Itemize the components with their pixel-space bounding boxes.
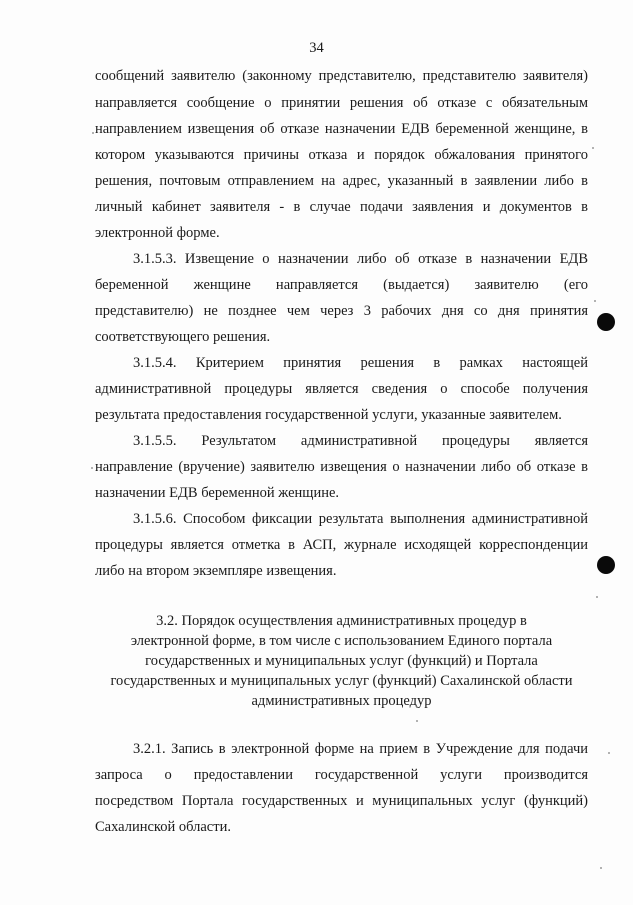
paragraph-line: личный кабинет заявителя - в случае подачи заявления и документов в bbox=[95, 199, 588, 215]
paragraph-line: 3.1.5.4. Критерием принятия решения в рамках настоящей bbox=[133, 355, 588, 371]
paragraph-line: беременной женщине направляется (выдается) заявителю (его bbox=[95, 277, 588, 293]
paragraph-line: направляется сообщение о принятии решения об отказе с обязательным bbox=[95, 95, 588, 111]
paragraph-line: назначении ЕДВ беременной женщине. bbox=[95, 485, 340, 501]
punch-hole bbox=[597, 313, 615, 331]
paragraph-line: 3.1.5.6. Способом фиксации результата выполнения административной bbox=[133, 511, 588, 527]
page-number: 34 bbox=[309, 40, 324, 56]
section-heading-line: электронной форме, в том числе с использованием Единого портала bbox=[130, 633, 553, 649]
paragraph-line: решения, почтовым отправлением на адрес, указанный в заявлении либо в bbox=[95, 173, 588, 189]
paragraph-line: Сахалинской области. bbox=[95, 819, 231, 835]
scan-speck bbox=[592, 147, 594, 149]
paragraph-line: электронной форме. bbox=[95, 225, 220, 241]
scan-speck bbox=[92, 132, 94, 134]
section-heading-line: административных процедур bbox=[251, 693, 432, 709]
section-heading-line: 3.2. Порядок осуществления административных процедур в bbox=[156, 613, 527, 629]
paragraph-line: сообщений заявителю (законному представителю, представителю заявителя) bbox=[95, 68, 588, 84]
paragraph-line: результата предоставления государственной услуги, указанные заявителем. bbox=[95, 407, 562, 423]
scan-speck bbox=[594, 300, 596, 302]
section-heading-line: государственных и муниципальных услуг (функций) Сахалинской области bbox=[110, 673, 573, 689]
paragraph-line: представителю) не позднее чем через 3 рабочих дня со дня принятия bbox=[95, 303, 588, 319]
paragraph-line: соответствующего решения. bbox=[95, 329, 271, 345]
punch-hole bbox=[597, 556, 615, 574]
paragraph-line: 3.1.5.5. Результатом административной процедуры является bbox=[133, 433, 588, 449]
section-heading-line: государственных и муниципальных услуг (функций) и Портала bbox=[145, 653, 538, 669]
scan-speck bbox=[596, 596, 598, 598]
paragraph-line: посредством Портала государственных и муниципальных услуг (функций) bbox=[95, 793, 588, 809]
paragraph-line: 3.1.5.3. Извещение о назначении либо об отказе в назначении ЕДВ bbox=[133, 251, 588, 267]
scan-speck bbox=[91, 467, 93, 469]
paragraph-line: направлением извещения об отказе назначении ЕДВ беременной женщине, в bbox=[95, 121, 588, 137]
paragraph-line: котором указываются причины отказа и порядок обжалования принятого bbox=[95, 147, 588, 163]
paragraph-line: процедуры является отметка в АСП, журнале исходящей корреспонденции bbox=[95, 537, 588, 553]
paragraph-line: запроса о предоставлении государственной услуги производится bbox=[95, 767, 588, 783]
paragraph-line: либо на втором экземпляре извещения. bbox=[95, 563, 337, 579]
paragraph-line: 3.2.1. Запись в электронной форме на прием в Учреждение для подачи bbox=[133, 741, 588, 757]
scan-speck bbox=[608, 752, 610, 754]
paragraph-line: направление (вручение) заявителю извещения о назначении либо об отказе в bbox=[95, 459, 588, 475]
scan-speck bbox=[416, 720, 418, 722]
scan-speck bbox=[600, 867, 602, 869]
paragraph-line: административной процедуры является сведения о способе получения bbox=[95, 381, 588, 397]
